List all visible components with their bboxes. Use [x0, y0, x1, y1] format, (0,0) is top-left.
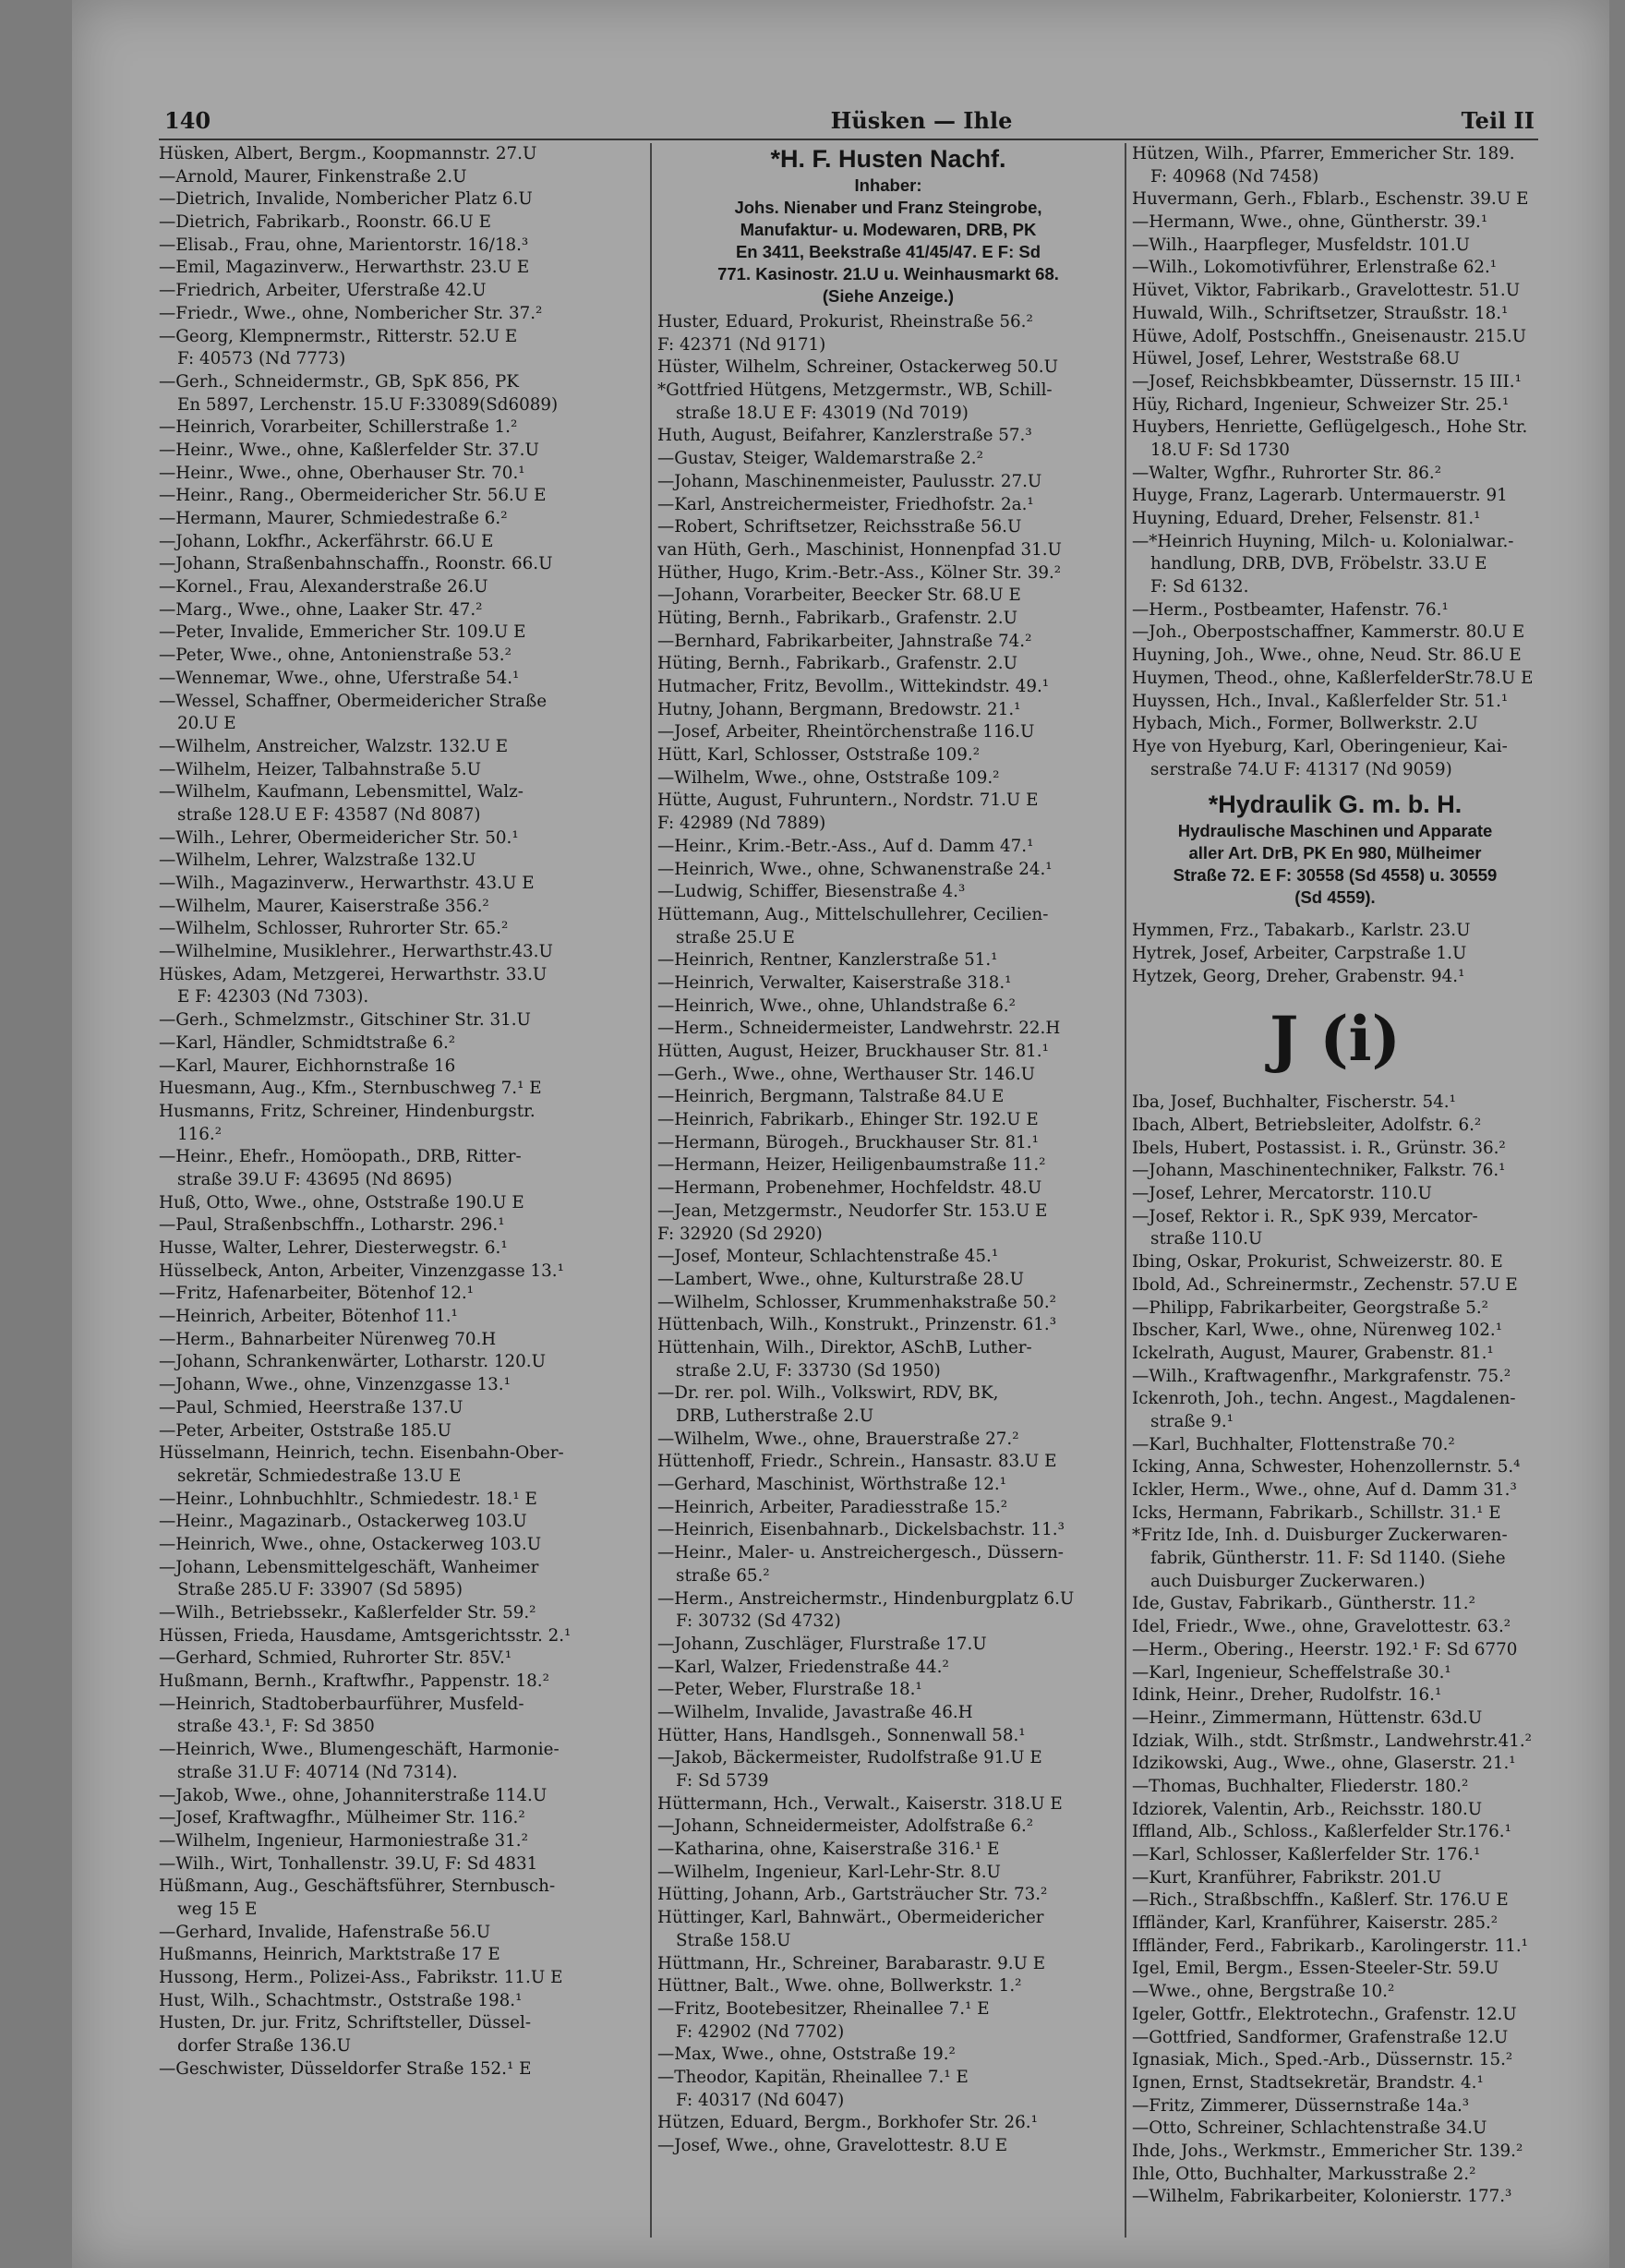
directory-entry-line: Hüttenbach, Wilh., Konstrukt., Prinzenstr. 61.³: [657, 1315, 1057, 1335]
directory-entry-line: Huwald, Wilh., Schriftsetzer, Straußstr. 18.¹: [1132, 303, 1509, 323]
directory-entry-line: —Rich., Straßbschffn., Kaßlerf. Str. 176.U E: [1132, 1890, 1509, 1911]
directory-entry-line: —Otto, Schreiner, Schlachtenstraße 34.U: [1132, 2118, 1487, 2139]
directory-entry-line: Hutmacher, Fritz, Bevollm., Wittekindstr. 49.¹: [657, 677, 1050, 696]
directory-entry-line: —Johann, Vorarbeiter, Beecker Str. 68.U E: [657, 585, 1021, 606]
directory-entry-line: weg 15 E: [177, 1899, 258, 1919]
directory-entry-line: —Herm., Bahnarbeiter Nürenweg 70.H: [159, 1329, 497, 1349]
directory-entry-line: Ibing, Oskar, Prokurist, Schweizerstr. 80. E: [1132, 1252, 1503, 1273]
directory-entry-line: —Katharina, ohne, Kaiserstraße 316.¹ E: [657, 1840, 1000, 1860]
directory-entry-line: —Josef, Arbeiter, Rheintörchenstraße 116.U: [657, 722, 1035, 742]
directory-entry-line: —Hermann, Wwe., ohne, Güntherstr. 39.¹: [1132, 212, 1488, 233]
directory-entry-line: Hüttinger, Karl, Bahnwärt., Obermeidericher: [657, 1908, 1044, 1928]
advert-line: Johs. Nienaber und Franz Steingrobe,: [734, 198, 1042, 217]
directory-entry-line: —Gerh., Schmelzmstr., Gitschiner Str. 31.U: [159, 1010, 531, 1031]
advert-title: *H. F. Husten Nachf.: [770, 145, 1006, 173]
directory-entry-line: F: 30732 (Sd 4732): [676, 1611, 841, 1632]
directory-entry-line: Idink, Heinr., Dreher, Rudolfstr. 16.¹: [1132, 1685, 1442, 1706]
directory-entry-line: —Wilhelm, Maurer, Kaiserstraße 356.²: [159, 896, 489, 916]
directory-entry-line: —Georg, Klempnermstr., Ritterstr. 52.U E: [159, 326, 518, 346]
directory-entry-line: —Wilhelm, Heizer, Talbahnstraße 5.U: [159, 759, 481, 779]
directory-entry-line: Ibach, Albert, Betriebsleiter, Adolfstr. 6.²: [1132, 1116, 1482, 1135]
directory-entry-line: Huth, August, Beifahrer, Kanzlerstraße 57.³: [657, 426, 1032, 446]
directory-entry-line: Ihle, Otto, Buchhalter, Markusstraße 2.²: [1132, 2164, 1476, 2184]
directory-entry-line: —Herm., Schneidermeister, Landwehrstr. 22.H: [657, 1019, 1061, 1039]
directory-entry-line: Hüting, Bernh., Fabrikarb., Grafenstr. 2.U: [657, 654, 1017, 674]
directory-entry-line: Hüsken, Albert, Bergm., Koopmannstr. 27.U: [159, 144, 537, 163]
page-number: 140: [164, 107, 211, 134]
directory-entry-line: —Peter, Invalide, Emmericher Str. 109.U E: [159, 622, 526, 643]
directory-entry-line: Ihde, Johs., Werkmstr., Emmericher Str. 139.²: [1132, 2141, 1523, 2161]
directory-entry-line: —Peter, Weber, Flurstraße 18.¹: [657, 1680, 922, 1700]
directory-entry-line: Huyning, Joh., Wwe., ohne, Neud. Str. 86.U E: [1132, 645, 1522, 666]
directory-entry-line: —Heinrich, Wwe., ohne, Schwanenstraße 24.¹: [657, 859, 1053, 879]
directory-entry-line: dorfer Straße 136.U: [177, 2036, 352, 2057]
directory-entry-line: Hymmen, Frz., Tabakarb., Karlstr. 23.U: [1132, 921, 1471, 941]
directory-entry-line: straße 43.¹, F: Sd 3850: [177, 1717, 375, 1737]
directory-entry-line: —Joh., Oberpostschaffner, Kammerstr. 80.U E: [1132, 622, 1525, 643]
directory-entry-line: Hütter, Hans, Handlsgeh., Sonnenwall 58.¹: [657, 1725, 1026, 1745]
directory-entry-line: Hußmanns, Heinrich, Marktstraße 17 E: [159, 1945, 500, 1965]
directory-entry-line: Icking, Anna, Schwester, Hohenzollernstr. 5.⁴: [1132, 1457, 1521, 1478]
directory-entry-line: Huyning, Eduard, Dreher, Felsenstr. 81.¹: [1132, 509, 1481, 528]
directory-entry-line: Igeler, Gottfr., Elektrotechn., Grafenstr. 12.U: [1132, 2004, 1517, 2024]
advert-hydraulik: [1132, 781, 1538, 920]
directory-entry-line: —Wilhelm, Wwe., ohne, Brauerstraße 27.²: [657, 1429, 1019, 1449]
directory-entry-line: —Heinr., Magazinarb., Ostackerweg 103.U: [159, 1512, 527, 1532]
directory-entry-line: —Josef, Rektor i. R., SpK 939, Mercator-: [1132, 1206, 1478, 1226]
directory-entry-line: —Elisab., Frau, ohne, Marientorstr. 16/18.³: [159, 235, 529, 255]
directory-entry-line: serstraße 74.U F: 41317 (Nd 9059): [1150, 759, 1452, 779]
directory-entry-line: —Johann, Zuschläger, Flurstraße 17.U: [657, 1634, 987, 1654]
directory-entry-line: —Wilhelm, Fabrikarbeiter, Kolonierstr. 177.³: [1132, 2187, 1512, 2207]
directory-entry-line: Hüttemann, Aug., Mittelschullehrer, Cecilien-: [657, 904, 1049, 924]
directory-entry-line: —Peter, Arbeiter, Oststraße 185.U: [159, 1420, 451, 1441]
directory-entry-line: —Heinrich, Stadtoberbaurführer, Musfeld-: [159, 1694, 524, 1714]
directory-entry-line: straße 9.¹: [1150, 1411, 1234, 1431]
directory-entry-line: —Johann, Wwe., ohne, Vinzenzgasse 13.¹: [159, 1375, 511, 1395]
advert-line: Straße 72. E F: 30558 (Sd 4558) u. 30559: [1173, 865, 1498, 886]
advert-line: aller Art. DrB, PK En 980, Mülheimer: [1188, 843, 1482, 863]
directory-entry-line: Huyge, Franz, Lagerarb. Untermauerstr. 91: [1132, 486, 1508, 506]
directory-entry-line: Hutny, Johann, Bergmann, Bredowstr. 21.¹: [657, 699, 1021, 719]
directory-entry-line: —Thomas, Buchhalter, Fliederstr. 180.²: [1132, 1776, 1469, 1796]
directory-entry-line: Huß, Otto, Wwe., ohne, Oststraße 190.U E: [159, 1192, 524, 1212]
advert-husten: [657, 143, 1119, 311]
directory-entry-line: —Gerh., Schneidermstr., GB, SpK 856, PK: [159, 371, 519, 392]
advert-line: (Siehe Anzeige.): [822, 286, 955, 306]
directory-entry-line: —Karl, Schlosser, Kaßlerfelder Str. 176.¹: [1132, 1845, 1481, 1864]
directory-entry-line: —Heinr., Krim.-Betr.-Ass., Auf d. Damm 47.¹: [657, 836, 1034, 856]
directory-entry-line: —Wilhelm, Schlosser, Ruhrorter Str. 65.²: [159, 919, 509, 939]
directory-entry-line: —Karl, Anstreichermeister, Friedhofstr. 2a.¹: [657, 494, 1034, 514]
directory-entry-line: Straße 285.U F: 33907 (Sd 5895): [177, 1580, 463, 1600]
directory-entry-line: En 5897, Lerchenstr. 15.U F:33089(Sd6089): [177, 394, 559, 415]
directory-entry-line: —Wilh., Haarpfleger, Musfeldstr. 101.U: [1132, 235, 1470, 255]
directory-entry-line: —Heinr., Ehefr., Homöopath., DRB, Ritter-: [159, 1147, 522, 1167]
directory-entry-line: —Josef, Lehrer, Mercatorstr. 110.U: [1132, 1184, 1432, 1204]
directory-entry-line: —Heinr., Lohnbuchhltr., Schmiedestr. 18.¹ E: [159, 1489, 537, 1509]
directory-entry-line: straße 18.U E F: 43019 (Nd 7019): [676, 403, 969, 423]
directory-entry-line: —Karl, Walzer, Friedenstraße 44.²: [657, 1657, 949, 1677]
directory-entry-line: —Josef, Reichsbkbeamter, Düssernstr. 15 III.¹: [1132, 371, 1522, 392]
directory-entry-line: 18.U F: Sd 1730: [1150, 440, 1290, 460]
directory-entry-line: Hüttmann, Hr., Schreiner, Barabarastr. 9.U E: [657, 1953, 1046, 1973]
directory-entry-line: —Hermann, Heizer, Heiligenbaumstraße 11.²: [657, 1155, 1046, 1176]
directory-entry-line: —Wilhelm, Invalide, Javastraße 46.H: [657, 1702, 973, 1722]
section-letter: J (i): [1270, 1003, 1401, 1076]
directory-entry-line: Iffland, Alb., Schloss., Kaßlerfelder Str.176.¹: [1132, 1822, 1511, 1842]
directory-entry-line: Iba, Josef, Buchhalter, Fischerstr. 54.¹: [1132, 1092, 1456, 1113]
directory-entry-line: —Karl, Buchhalter, Flottenstraße 70.²: [1132, 1434, 1455, 1454]
directory-entry-line: F: Sd 5739: [676, 1771, 769, 1791]
directory-entry-line: —Gerhard, Invalide, Hafenstraße 56.U: [159, 1922, 491, 1942]
directory-entry-line: Huymen, Theod., ohne, KaßlerfelderStr.78.U E: [1132, 668, 1534, 688]
directory-entry-line: Hüttenhain, Wilh., Direktor, ASchB, Luther-: [657, 1337, 1032, 1357]
directory-entry-line: Hüster, Wilhelm, Schreiner, Ostackerweg 50.U: [657, 357, 1059, 378]
directory-entry-line: —Heinr., Wwe., ohne, Oberhauser Str. 70.¹: [159, 463, 525, 483]
directory-entry-line: Hüßmann, Aug., Geschäftsführer, Sternbusch-: [159, 1876, 556, 1897]
directory-entry-line: —Wwe., ohne, Bergstraße 10.²: [1132, 1982, 1395, 2002]
directory-entry-line: Ickler, Herm., Wwe., ohne, Auf d. Damm 31.³: [1132, 1480, 1517, 1500]
directory-entry-line: —Jean, Metzgermstr., Neudorfer Str. 153.U E: [657, 1200, 1048, 1221]
directory-entry-line: —Josef, Kraftwagfhr., Mülheimer Str. 116.²: [159, 1808, 525, 1828]
directory-entry-line: —Herm., Anstreichermstr., Hindenburgplatz 6.U: [657, 1588, 1075, 1609]
directory-entry-line: —Philipp, Fabrikarbeiter, Georgstraße 5.²: [1132, 1297, 1489, 1318]
directory-entry-line: —Wilh., Lokomotivführer, Erlenstraße 62.¹: [1132, 258, 1498, 278]
directory-entry-line: F: 40317 (Nd 6047): [676, 2090, 845, 2110]
directory-entry-line: Hußmann, Bernh., Kraftwfhr., Pappenstr. 18.²: [159, 1671, 549, 1692]
directory-entry-line: Hussong, Herm., Polizei-Ass., Fabrikstr. 11.U E: [159, 1968, 563, 1987]
directory-entry-line: —Paul, Straßenbschffn., Lotharstr. 296.¹: [159, 1215, 505, 1236]
directory-entry-line: Ickelrath, August, Maurer, Grabenstr. 81.¹: [1132, 1343, 1494, 1363]
directory-entry-line: —Dietrich, Invalide, Nombericher Platz 6.U: [159, 189, 533, 210]
directory-entry-line: F: Sd 6132.: [1150, 577, 1249, 597]
column-3-entries-c: [1132, 1092, 1538, 2209]
running-head: Hüsken — Ihle: [830, 107, 1013, 134]
directory-entry-line: Hützen, Eduard, Bergm., Borkhofer Str. 26.¹: [657, 2113, 1038, 2133]
directory-entry-line: Idziak, Wilh., stdt. Strßmstr., Landwehrstr.41.²: [1132, 1731, 1532, 1751]
directory-entry-line: Husmanns, Fritz, Schreiner, Hindenburgstr.: [159, 1101, 536, 1121]
directory-entry-line: Hüy, Richard, Ingenieur, Schweizer Str. 25.¹: [1132, 394, 1510, 415]
directory-entry-line: —Heinrich, Fabrikarb., Ehinger Str. 192.U E: [657, 1110, 1039, 1130]
directory-entry-line: F: 42989 (Nd 7889): [657, 814, 826, 834]
directory-entry-line: —Hermann, Bürogeh., Bruckhauser Str. 81.¹: [657, 1132, 1039, 1152]
advert-line: Hydraulische Maschinen und Apparate: [1177, 821, 1493, 841]
directory-entry-line: Hye von Hyeburg, Karl, Oberingenieur, Kai-: [1132, 736, 1508, 756]
directory-entry-line: Huesmann, Aug., Kfm., Sternbuschweg 7.¹ E: [159, 1079, 542, 1099]
directory-entry-line: Idzikowski, Aug., Wwe., ohne, Glaserstr. 21.¹: [1132, 1754, 1516, 1774]
directory-entry-line: Hütt, Karl, Schlosser, Oststraße 109.²: [657, 745, 981, 766]
directory-entry-line: 116.²: [177, 1124, 223, 1144]
advert-title: *Hydraulik G. m. b. H.: [1208, 790, 1462, 819]
advert-line: 771. Kasinostr. 21.U u. Weinhausmarkt 68.: [717, 264, 1059, 284]
directory-entry-line: —Heinr., Rang., Obermeidericher Str. 56.U E: [159, 486, 547, 506]
directory-entry-line: —Heinrich, Wwe., ohne, Uhlandstraße 6.²: [657, 995, 1016, 1016]
directory-entry-line: Huybers, Henriette, Geflügelgesch., Hohe Str.: [1132, 417, 1528, 438]
directory-entry-line: sekretär, Schmiedestraße 13.U E: [177, 1466, 462, 1486]
directory-entry-line: —Johann, Lebensmittelgeschäft, Wanheimer: [159, 1557, 539, 1577]
directory-entry-line: —Karl, Händler, Schmidtstraße 6.²: [159, 1032, 456, 1053]
directory-entry-line: —Max, Wwe., ohne, Oststraße 19.²: [657, 2045, 956, 2065]
directory-entry-line: —Gerhard, Maschinist, Wörthstraße 12.¹: [657, 1475, 1007, 1495]
directory-entry-line: —Fritz, Hafenarbeiter, Bötenhof 12.¹: [159, 1284, 475, 1304]
directory-entry-line: Hüting, Bernh., Fabrikarb., Grafenstr. 2.U: [657, 608, 1017, 628]
directory-entry-line: —Lambert, Wwe., ohne, Kulturstraße 28.U: [657, 1269, 1024, 1289]
directory-entry-line: Hytzek, Georg, Dreher, Grabenstr. 94.¹: [1132, 966, 1465, 986]
directory-entry-line: —Friedr., Wwe., ohne, Nombericher Str. 37.²: [159, 303, 543, 323]
directory-entry-line: Iffländer, Ferd., Fabrikarb., Karolingerstr. 11.¹: [1132, 1936, 1528, 1956]
directory-entry-line: Hütting, Johann, Arb., Gartsträucher Str. 73.²: [657, 1885, 1048, 1905]
advert-line: Manufaktur- u. Modewaren, DRB, PK: [740, 220, 1037, 239]
directory-entry-line: Hüwe, Adolf, Postschffn., Gneisenaustr. 215.U: [1132, 326, 1527, 346]
directory-entry-line: handlung, DRB, DVB, Fröbelstr. 33.U E: [1150, 554, 1487, 574]
directory-entry-line: —Wilhelm, Wwe., ohne, Oststraße 109.²: [657, 767, 1000, 788]
directory-entry-line: —Johann, Straßenbahnschaffn., Roonstr. 66.U: [159, 554, 553, 574]
column-2: [657, 143, 1119, 2238]
directory-entry-line: —Johann, Lokfhr., Ackerfährstr. 66.U E: [159, 531, 494, 551]
directory-entry-line: Idel, Friedr., Wwe., ohne, Gravelottestr. 63.²: [1132, 1617, 1511, 1637]
directory-entry-line: —Wilhelmine, Musiklehrer., Herwarthstr.43.U: [159, 942, 553, 962]
directory-entry-line: Husse, Walter, Lehrer, Diesterwegstr. 6.¹: [159, 1238, 508, 1258]
directory-entry-line: F: 40573 (Nd 7773): [177, 349, 346, 369]
directory-entry-line: Ibscher, Karl, Wwe., ohne, Nürenweg 102.¹: [1132, 1321, 1503, 1341]
directory-entry-line: —Heinrich, Rentner, Kanzlerstraße 51.¹: [657, 950, 998, 971]
page-header: [164, 103, 1535, 140]
directory-entry-line: Hüssen, Frieda, Hausdame, Amtsgerichtsstr. 2.¹: [159, 1625, 572, 1646]
directory-entry-line: Ignasiak, Mich., Sped.-Arb., Düssernstr. 15.²: [1132, 2050, 1513, 2070]
directory-entry-line: F: 42902 (Nd 7702): [676, 2021, 845, 2042]
directory-entry-line: —Emil, Magazinverw., Herwarthstr. 23.U E: [159, 258, 530, 278]
directory-entry-line: —Johann, Schneidermeister, Adolfstraße 6.²: [657, 1816, 1034, 1837]
directory-entry-line: —Heinrich, Arbeiter, Bötenhof 11.¹: [159, 1307, 458, 1327]
directory-entry-line: —Wennemar, Wwe., ohne, Uferstraße 54.¹: [159, 668, 520, 688]
directory-entry-line: Hüsselbeck, Anton, Arbeiter, Vinzenzgasse 13.¹: [159, 1261, 564, 1281]
directory-entry-line: *Fritz Ide, Inh. d. Duisburger Zuckerwaren-: [1132, 1526, 1508, 1546]
directory-entry-line: —Gustav, Steiger, Waldemarstraße 2.²: [657, 449, 983, 469]
column-2-entries: [657, 311, 1119, 2158]
directory-entry-line: —Johann, Schrankenwärter, Lotharstr. 120.U: [159, 1352, 546, 1372]
directory-entry-line: Hüttenhoff, Friedr., Schrein., Hansastr. 83.U E: [657, 1452, 1057, 1472]
directory-entry-line: Ibold, Ad., Schreinermstr., Zechenstr. 57.U E: [1132, 1274, 1518, 1295]
directory-entry-line: Hüvet, Viktor, Fabrikarb., Gravelottestr. 51.U: [1132, 281, 1521, 301]
directory-entry-line: —Heinrich, Bergmann, Talstraße 84.U E: [657, 1087, 1005, 1107]
directory-entry-line: —Gerh., Wwe., ohne, Werthauser Str. 146.U: [657, 1064, 1036, 1084]
advert-line: En 3411, Beekstraße 41/45/47. E F: Sd: [735, 242, 1041, 261]
directory-entry-line: *Gottfried Hütgens, Metzgermstr., WB, Schill-: [657, 380, 1053, 401]
directory-entry-line: Hüskes, Adam, Metzgerei, Herwarthstr. 33.U: [159, 964, 548, 984]
directory-entry-line: E F: 42303 (Nd 7303).: [177, 987, 369, 1007]
directory-entry-line: —Hermann, Maurer, Schmiedestraße 6.²: [159, 509, 508, 528]
directory-entry-line: Hüther, Hugo, Krim.-Betr.-Ass., Kölner Str. 39.²: [657, 562, 1062, 583]
advert-line: (Sd 4559).: [1294, 887, 1376, 908]
directory-entry-line: —Gottfried, Sandformer, Grafenstraße 12.U: [1132, 2027, 1509, 2047]
directory-entry-line: —Jakob, Wwe., ohne, Johanniterstraße 114.U: [159, 1785, 548, 1805]
directory-entry-line: straße 39.U F: 43695 (Nd 8695): [177, 1169, 452, 1189]
directory-entry-line: —Marg., Wwe., ohne, Laaker Str. 47.²: [159, 599, 483, 620]
directory-entry-line: Ibels, Hubert, Postassist. i. R., Grünstr. 36.²: [1132, 1138, 1506, 1158]
directory-entry-line: straße 128.U E F: 43587 (Nd 8087): [177, 804, 481, 825]
directory-entry-line: Huster, Eduard, Prokurist, Rheinstraße 56.²: [657, 312, 1033, 332]
directory-entry-line: Straße 158.U: [676, 1930, 791, 1950]
directory-entry-line: straße 25.U E: [676, 927, 795, 947]
directory-entry-line: —Johann, Maschinenmeister, Paulusstr. 27.U: [657, 471, 1042, 491]
directory-entry-line: Hybach, Mich., Former, Bollwerkstr. 2.U: [1132, 714, 1478, 734]
directory-entry-line: —Heinr., Zimmermann, Hüttenstr. 63d.U: [1132, 1707, 1483, 1728]
directory-entry-line: —Walter, Wgfhr., Ruhrorter Str. 86.²: [1132, 463, 1442, 483]
directory-entry-line: —Josef, Wwe., ohne, Gravelottestr. 8.U E: [657, 2136, 1008, 2155]
directory-entry-line: fabrik, Güntherstr. 11. F: Sd 1140. (Siehe: [1150, 1549, 1506, 1569]
directory-entry-line: —Fritz, Zimmerer, Düssernstraße 14a.³: [1132, 2095, 1470, 2116]
directory-entry-line: —Arnold, Maurer, Finkenstraße 2.U: [159, 166, 467, 187]
directory-entry-line: —Karl, Ingenieur, Scheffelstraße 30.¹: [1132, 1662, 1451, 1683]
directory-entry-line: —Josef, Monteur, Schlachtenstraße 45.¹: [657, 1247, 999, 1267]
directory-entry-line: Hytrek, Josef, Arbeiter, Carpstraße 1.U: [1132, 943, 1467, 963]
column-divider: [1125, 143, 1126, 2238]
directory-entry-line: —Bernhard, Fabrikarbeiter, Jahnstraße 74.²: [657, 631, 1032, 651]
directory-entry-line: —Kurt, Kranführer, Fabrikstr. 201.U: [1132, 1867, 1442, 1888]
directory-entry-line: auch Duisburger Zuckerwaren.): [1150, 1571, 1426, 1591]
column-3-entries-b: [1132, 920, 1538, 988]
directory-entry-line: Iffländer, Karl, Kranführer, Kaiserstr. 285.²: [1132, 1913, 1499, 1934]
directory-entry-line: —Heinrich, Wwe., Blumengeschäft, Harmonie-: [159, 1740, 560, 1760]
directory-entry-line: —Wilh., Betriebssekr., Kaßlerfelder Str. 59.²: [159, 1603, 536, 1623]
directory-entry-line: —Wilh., Lehrer, Obermeidericher Str. 50.¹: [159, 827, 519, 848]
directory-entry-line: straße 65.²: [676, 1565, 770, 1586]
directory-entry-line: —Wilhelm, Lehrer, Walzstraße 132.U: [159, 850, 476, 871]
directory-entry-line: Ide, Gustav, Fabrikarb., Güntherstr. 11.²: [1132, 1594, 1475, 1614]
directory-entry-line: —Wilhelm, Schlosser, Krummenhakstraße 50.²: [657, 1292, 1056, 1312]
directory-entry-line: —Peter, Wwe., ohne, Antonienstraße 53.²: [159, 645, 512, 666]
directory-entry-line: —Hermann, Probenehmer, Hochfeldstr. 48.U: [657, 1178, 1042, 1199]
directory-entry-line: Icks, Hermann, Fabrikarb., Schillstr. 31.¹ E: [1132, 1502, 1501, 1523]
column-3: [1132, 143, 1538, 2238]
directory-entry-line: Hütten, August, Heizer, Bruckhauser Str. 81.¹: [657, 1042, 1049, 1061]
directory-entry-line: —Jakob, Bäckermeister, Rudolfstraße 91.U E: [657, 1748, 1042, 1768]
directory-entry-line: Ignen, Ernst, Stadtsekretär, Brandstr. 4.¹: [1132, 2072, 1484, 2093]
directory-entry-line: 20.U E: [177, 714, 236, 734]
directory-entry-line: —Heinrich, Wwe., ohne, Ostackerweg 103.U: [159, 1534, 542, 1554]
directory-entry-line: —Wilh., Wirt, Tonhallenstr. 39.U, F: Sd 4831: [159, 1853, 538, 1874]
directory-entry-line: —Wilhelm, Anstreicher, Walzstr. 132.U E: [159, 736, 509, 756]
directory-entry-line: Hust, Wilh., Schachtmstr., Oststraße 198.¹: [159, 1990, 523, 2010]
directory-entry-line: straße 2.U, F: 33730 (Sd 1950): [676, 1360, 941, 1381]
directory-entry-line: —Karl, Maurer, Eichhornstraße 16: [159, 1056, 456, 1076]
header-rule: [159, 139, 1538, 140]
column-3-entries-a: [1132, 143, 1538, 781]
directory-entry-line: F: 32920 (Sd 2920): [657, 1224, 823, 1244]
directory-entry-line: —Geschwister, Düsseldorfer Straße 152.¹ E: [159, 2058, 532, 2079]
directory-entry-line: Hützen, Wilh., Pfarrer, Emmericher Str. 189.: [1132, 144, 1515, 163]
directory-entry-line: —Fritz, Bootebesitzer, Rheinallee 7.¹ E: [657, 1998, 990, 2019]
directory-entry-line: —Herm., Postbeamter, Hafenstr. 76.¹: [1132, 599, 1449, 620]
directory-entry-line: —Heinr., Wwe., ohne, Kaßlerfelder Str. 37.U: [159, 440, 539, 460]
directory-entry-line: —Heinrich, Verwalter, Kaiserstraße 318.¹: [657, 972, 1012, 993]
directory-entry-line: —Wessel, Schaffner, Obermeidericher Straße: [159, 691, 548, 711]
directory-entry-line: —Kornel., Frau, Alexanderstraße 26.U: [159, 577, 488, 597]
directory-entry-line: —Wilhelm, Kaufmann, Lebensmittel, Walz-: [159, 782, 524, 802]
directory-entry-line: —Herm., Obering., Heerstr. 192.¹ F: Sd 6770: [1132, 1639, 1518, 1659]
directory-entry-line: —Friedrich, Arbeiter, Uferstraße 42.U: [159, 281, 487, 301]
directory-entry-line: —Johann, Maschinentechniker, Falkstr. 76.¹: [1132, 1161, 1506, 1181]
directory-entry-line: —Heinr., Maler- u. Anstreichergesch., Düssern-: [657, 1543, 1064, 1563]
directory-entry-line: Hüttermann, Hch., Verwalt., Kaiserstr. 318.U E: [657, 1793, 1063, 1814]
directory-entry-line: —Theodor, Kapitän, Rheinallee 7.¹ E: [657, 2067, 969, 2087]
directory-entry-line: —Wilhelm, Ingenieur, Harmoniestraße 31.²: [159, 1830, 528, 1851]
directory-entry-line: —Wilhelm, Ingenieur, Karl-Lehr-Str. 8.U: [657, 1862, 1001, 1882]
column-divider: [650, 143, 652, 2238]
directory-entry-line: straße 31.U F: 40714 (Nd 7314).: [177, 1762, 458, 1782]
directory-entry-line: Hüsselmann, Heinrich, techn. Eisenbahn-Ober-: [159, 1443, 564, 1464]
directory-entry-line: —Ludwig, Schiffer, Biesenstraße 4.³: [657, 882, 966, 902]
directory-entry-line: DRB, Lutherstraße 2.U: [676, 1406, 874, 1426]
directory-entry-line: —Robert, Schriftsetzer, Reichsstraße 56.U: [657, 517, 1022, 537]
directory-entry-line: Huyssen, Hch., Inval., Kaßlerfelder Str. 51.¹: [1132, 691, 1509, 711]
directory-entry-line: —Paul, Schmied, Heerstraße 137.U: [159, 1397, 463, 1418]
directory-entry-line: Igel, Emil, Bergm., Essen-Steeler-Str. 59.U: [1132, 1959, 1499, 1979]
directory-entry-line: Ickenroth, Joh., techn. Angest., Magdalenen-: [1132, 1389, 1516, 1409]
directory-entry-line: straße 110.U: [1150, 1229, 1263, 1249]
directory-entry-line: —Gerhard, Schmied, Ruhrorter Str. 85V.¹: [159, 1648, 512, 1669]
directory-entry-line: Hüttner, Balt., Wwe. ohne, Bollwerkstr. 1.²: [657, 1976, 1022, 1997]
directory-entry-line: —Heinrich, Vorarbeiter, Schillerstraße 1.²: [159, 417, 518, 438]
directory-entry-line: —Heinrich, Eisenbahnarb., Dickelsbachstr. 11.³: [657, 1520, 1065, 1540]
directory-entry-line: Huvermann, Gerh., Fblarb., Eschenstr. 39.U E: [1132, 189, 1529, 210]
directory-entry-line: Hütte, August, Fuhruntern., Nordstr. 71.U E: [657, 790, 1039, 811]
part-label: Teil II: [1461, 107, 1535, 134]
directory-entry-line: —Dr. rer. pol. Wilh., Volkswirt, RDV, BK,: [657, 1383, 999, 1404]
directory-entry-line: —Dietrich, Fabrikarb., Roonstr. 66.U E: [159, 212, 491, 233]
directory-entry-line: Hüwel, Josef, Lehrer, Weststraße 68.U: [1132, 349, 1461, 369]
directory-entry-line: F: 40968 (Nd 7458): [1150, 166, 1319, 187]
directory-entry-line: van Hüth, Gerh., Maschinist, Honnenpfad 31.U: [657, 539, 1062, 560]
directory-entry-line: —Heinrich, Arbeiter, Paradiesstraße 15.²: [657, 1497, 1008, 1517]
directory-entry-line: Idziorek, Valentin, Arb., Reichsstr. 180.U: [1132, 1799, 1483, 1819]
column-1: [159, 143, 644, 2238]
directory-entry-line: F: 42371 (Nd 9171): [657, 334, 826, 355]
directory-entry-line: —Wilh., Magazinverw., Herwarthstr. 43.U E: [159, 874, 535, 893]
directory-entry-line: —*Heinrich Huyning, Milch- u. Kolonialwar.-: [1132, 531, 1514, 551]
advert-line: Inhaber:: [854, 175, 922, 195]
directory-entry-line: —Wilh., Kraftwagenfhr., Markgrafenstr. 75.²: [1132, 1366, 1511, 1386]
directory-entry-line: Husten, Dr. jur. Fritz, Schriftsteller, Düssel-: [159, 2013, 532, 2033]
